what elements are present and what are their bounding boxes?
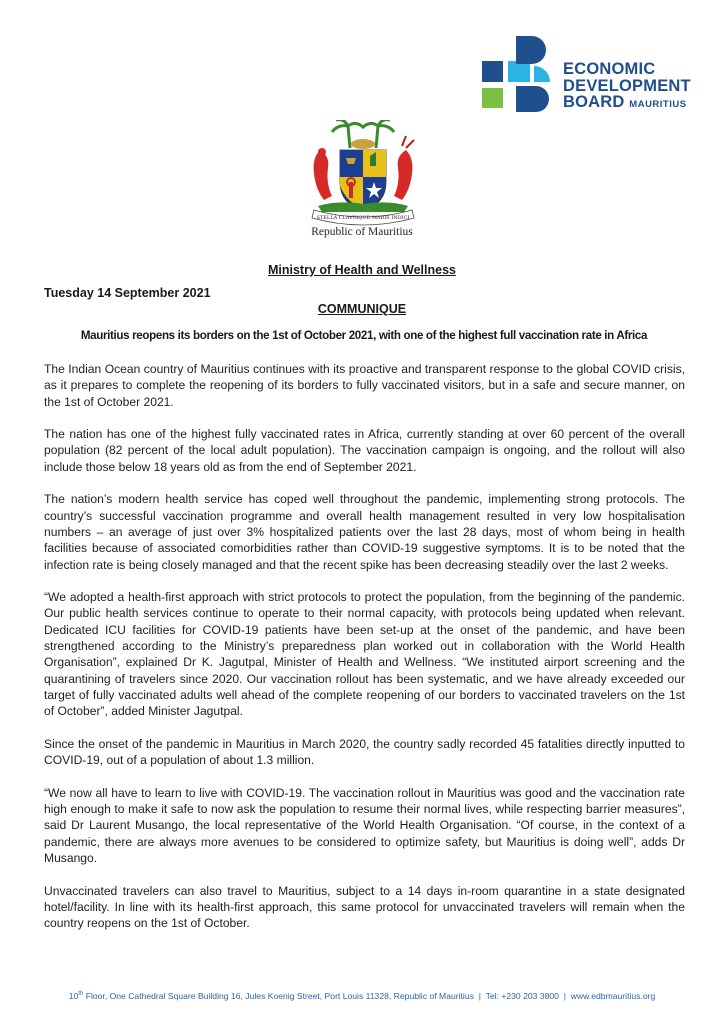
footer: [0, 991, 724, 1001]
footer-separator: |: [563, 991, 566, 1001]
footer-separator: |: [478, 991, 481, 1001]
footer-floor-suffix: th: [78, 991, 84, 998]
coat-of-arms-icon: [302, 120, 424, 228]
edb-logo: [482, 36, 702, 112]
logo-line-board: [563, 94, 703, 114]
paragraph: “We adopted a health-first approach with strict protocols to protect the population, from the beginning of the pandemic. Our public health services continue to operate to their normal capacity, with protocols being updated when relevant. Dedicated ICU facilities for COVID-19 patients have been set-up at the onset of the pandemic, and have been strengthened according to the Ministry’s preparedness plan worked out in collaboration with the World Health Organisation”, explained Dr K. Jagutpal, Minister of Health and Wellness. “We instituted airport screening and the quarantining of travelers since 2020. Our vaccination rollout has been systematic, and we have already exceeded our target of fully vaccinated adults well ahead of the complete reopening of our borders to vaccinated travelers on the 1st of October”, added Minister Jagutpal.: [44, 590, 685, 719]
footer-website-link[interactable]: www.edbmauritius.org: [570, 991, 656, 1001]
paragraph: The nation’s modern health service has coped well throughout the pandemic, implementing strong protocols. The country’s successful vaccination programme and overall health management resulted in very low hospitalisation numbers – an average of just over 3% hospitalized patients over the last 28 days, most of whom being in health facilities because of associated comorbidities rather than COVID-19 suggestive symptoms. It is to be noted that the infection rate is being closely managed and that the recent spike has been decreasing steadily over the last 2 weeks.: [44, 492, 685, 572]
communique-heading: COMMUNIQUE: [317, 302, 407, 316]
footer-telephone: Tel: +230 203 3800: [485, 991, 559, 1001]
crest-motto: STELLA CLAVISQUE MARIS INDICI: [316, 215, 410, 221]
logo-line-development: DEVELOPMENT: [563, 76, 691, 95]
logo-line-economic: ECONOMIC: [563, 60, 656, 78]
paragraph: Since the onset of the pandemic in Mauritius in March 2020, the country sadly recorded 45 fatalities directly inputted to COVID-19, out of a population of about 1.3 million.: [44, 736, 685, 768]
crest-caption: Republic of Mauritius: [311, 226, 413, 238]
edb-logo-mark-icon: [482, 36, 554, 112]
logo-mauritius: MAURITIUS: [629, 99, 687, 110]
edb-logo-wordmark: [563, 61, 703, 114]
paragraph: The Indian Ocean country of Mauritius continues with its proactive and transparent response to the global COVID crisis, as it prepares to complete the reopening of its borders to fully vaccinated visitors, but in a safe and secure manner, on the 1st of October 2021.: [44, 362, 685, 409]
document-date: Tuesday 14 September 2021: [44, 286, 211, 300]
logo-board: BOARD: [563, 93, 625, 111]
paragraph: “We now all have to learn to live with COVID-19. The vaccination rollout in Mauritius was good and the vaccination rate high enough to make it safe to now ask the population to resume their normal lives, while respecting barrier measures”, said Dr Laurent Musango, the local representative of the World Health Organisation. “Of course, in the context of a pandemic, there are always more avenues to be considered to optimize safety, but Mauritius is doing well”, adds Dr Musango.: [44, 785, 685, 865]
headline: Mauritius reopens its borders on the 1st of October 2021, with one of the highest full vaccination rate in Africa: [80, 329, 648, 342]
footer-address: Floor, One Cathedral Square Building 16, Jules Koenig Street, Port Louis 11328, Republic of Mauritius: [83, 991, 474, 1001]
paragraph: The nation has one of the highest fully vaccinated rates in Africa, currently standing at over 60 percent of the overall population (82 percent of the local adult population). The vaccination campaign is ongoing, and the rollout will also include those below 18 years old as from the end of September 2021.: [44, 427, 685, 474]
paragraph: Unvaccinated travelers can also travel to Mauritius, subject to a 14 days in-room quarantine in a state designated hotel/facility. In line with its health-first approach, this same protocol for unvaccinated travelers will remain when the country reopens on the 1st of October.: [44, 883, 685, 931]
body-text: [44, 361, 685, 948]
ministry-heading: Ministry of Health and Wellness: [267, 263, 456, 277]
footer-floor: 10: [68, 991, 79, 1001]
